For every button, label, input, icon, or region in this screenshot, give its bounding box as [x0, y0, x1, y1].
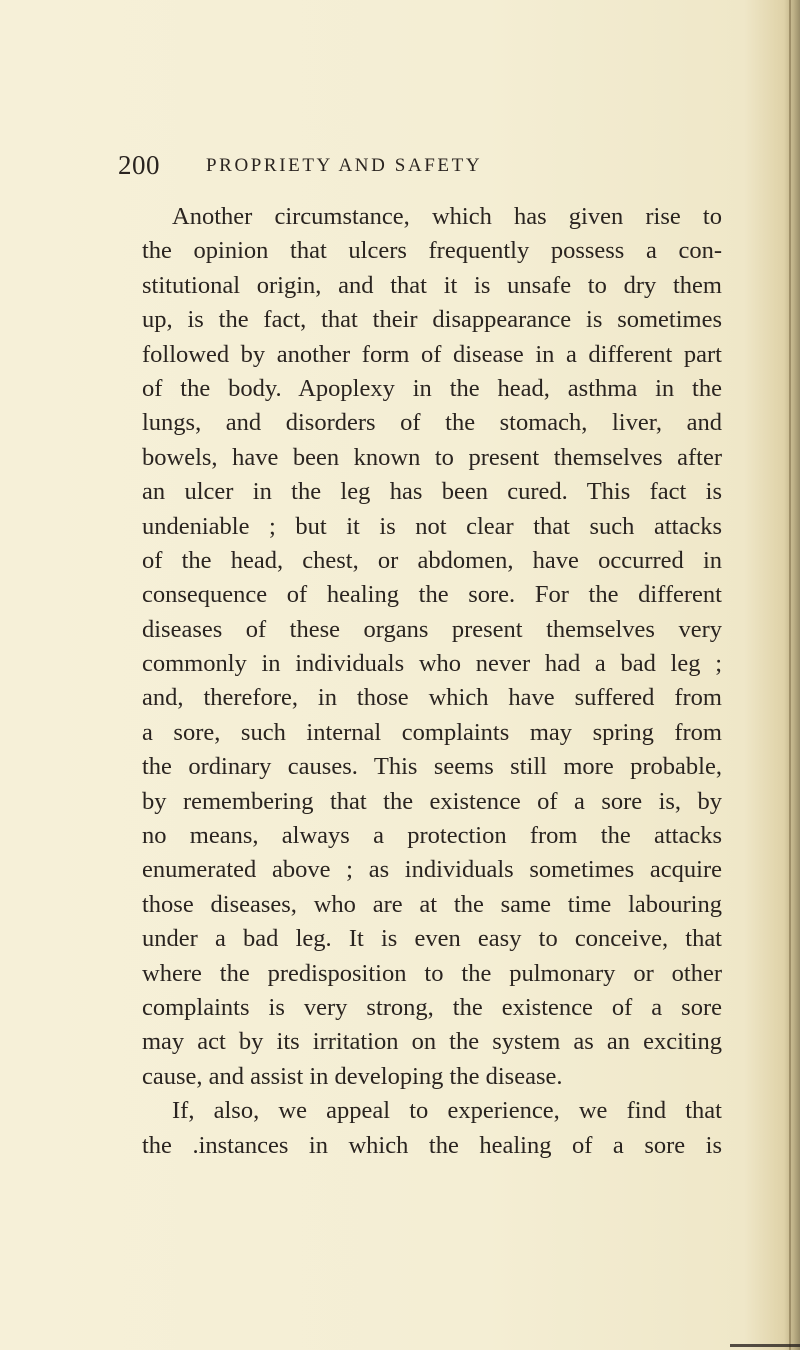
text-line: bowels, have been known to present themselves after	[142, 443, 722, 471]
bottom-edge-mark	[730, 1344, 800, 1347]
page-edge-line	[789, 0, 791, 1350]
text-line: the opinion that ulcers frequently possess a con-	[142, 237, 722, 265]
page-edge-shadow	[784, 0, 800, 1350]
text-line: stitutional origin, and that it is unsafe to dry them	[142, 271, 722, 299]
body-paragraphs	[142, 200, 722, 1163]
text-line: Another circumstance, which has given rise to	[172, 203, 722, 230]
text-line: undeniable ; but it is not clear that such attacks	[142, 512, 722, 540]
text-line: the .instances in which the healing of a sore is	[142, 1131, 722, 1159]
text-line: commonly in individuals who never had a bad leg ;	[142, 650, 722, 678]
text-line: those diseases, who are at the same time labouring	[142, 890, 722, 918]
page-number: 200	[118, 150, 160, 180]
text-line: lungs, and disorders of the stomach, liver, and	[142, 409, 722, 437]
text-line: of the body. Apoplexy in the head, asthma in the	[142, 374, 722, 402]
text-line: diseases of these organs present themselves very	[142, 615, 722, 643]
running-head	[118, 150, 718, 180]
text-line: and, therefore, in those which have suffered from	[142, 684, 722, 712]
text-line: where the predisposition to the pulmonary or other	[142, 959, 722, 987]
text-line: under a bad leg. It is even easy to conceive, that	[142, 925, 722, 953]
text-line: a sore, such internal complaints may spring from	[142, 718, 722, 746]
text-line: of the head, chest, or abdomen, have occurred in	[142, 546, 722, 574]
text-line: the ordinary causes. This seems still more probable,	[142, 753, 722, 781]
text-line: cause, and assist in developing the disease.	[142, 1062, 563, 1090]
text-line: up, is the fact, that their disappearance is sometimes	[142, 306, 722, 334]
text-line: an ulcer in the leg has been cured. This fact is	[142, 478, 722, 506]
running-title: PROPRIETY AND SAFETY	[206, 155, 483, 176]
text-line: consequence of healing the sore. For the different	[142, 581, 722, 609]
text-line: may act by its irritation on the system as an exciting	[142, 1028, 722, 1056]
text-line: by remembering that the existence of a sore is, by	[142, 787, 722, 815]
text-line: If, also, we appeal to experience, we find that	[172, 1097, 722, 1125]
text-line: no means, always a protection from the attacks	[142, 822, 722, 850]
text-line: complaints is very strong, the existence of a sore	[142, 993, 722, 1021]
text-line: followed by another form of disease in a different part	[142, 340, 722, 368]
text-line: enumerated above ; as individuals sometimes acquire	[142, 856, 722, 884]
